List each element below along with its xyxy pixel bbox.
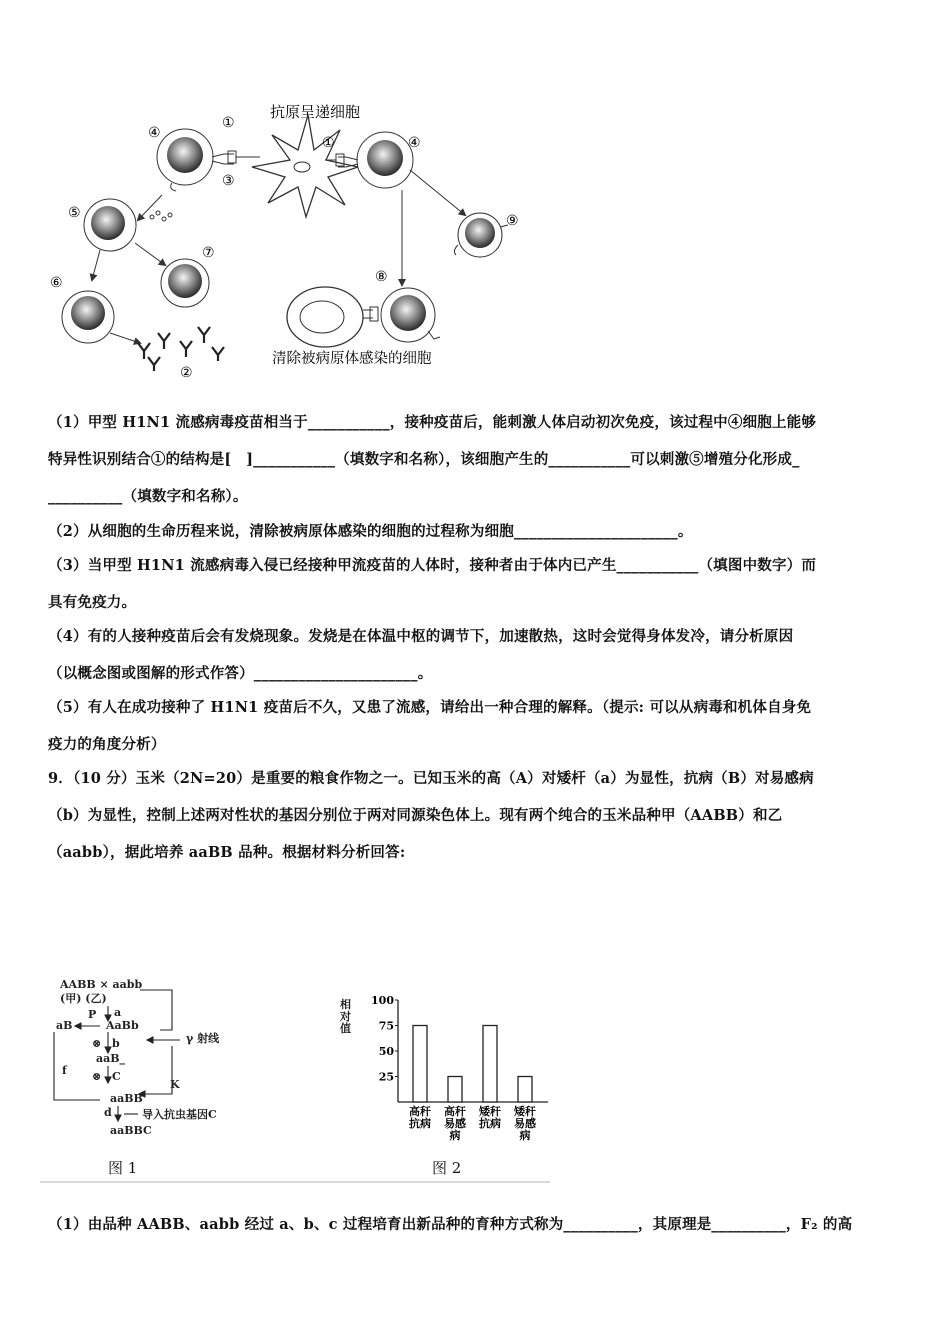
q3-line-2: 具有免疫力。	[48, 594, 137, 611]
cell-5	[84, 195, 172, 251]
gamma-ray-label: γ 射线	[186, 1032, 220, 1045]
q3-line-1: （3）当甲型 H1N1 流感病毒入侵已经接种甲流疫苗的人体时，接种者由于体内已产生___________（填图中数字）而	[48, 557, 817, 574]
ylabel-3: 值	[340, 1022, 351, 1035]
x-category-label: 高秆	[444, 1105, 466, 1118]
q9-1-line: （1）由品种 AABB、aabb 经过 a、b、c 过程培育出新品种的育种方式称为__________，其原理是__________，F₂ 的高	[48, 1216, 853, 1233]
y-tick-label: 25	[378, 1070, 394, 1084]
fig1-caption: 图 1	[108, 1159, 138, 1177]
x-category-label: 矮秆	[514, 1105, 536, 1118]
q1-line-3: __________（填数字和名称）。	[48, 488, 248, 505]
marker-8: ⑧	[375, 269, 388, 285]
marker-9: ⑨	[506, 213, 519, 229]
q9-line-3: （aabb），据此培养 aaBB 品种。根据材料分析回答:	[48, 844, 406, 861]
x-category-label: 抗病	[409, 1117, 431, 1130]
x-category-label: 病	[519, 1129, 531, 1142]
cell-4-left	[157, 129, 260, 191]
step-b: b	[112, 1037, 120, 1050]
y-tick-label: 75	[378, 1019, 394, 1033]
bar	[483, 1026, 497, 1103]
y-tick-label: 50	[378, 1045, 394, 1058]
q2-line: （2）从细胞的生命历程来说，清除被病原体感染的细胞的过程称为细胞______________________。	[48, 523, 693, 540]
x-category-label: 矮秆	[479, 1105, 501, 1118]
aabb-f1: AaBb	[106, 1019, 139, 1032]
cross-label: AABB × aabb	[60, 978, 143, 991]
apc-label: 抗原呈递细胞	[270, 103, 361, 121]
side-k: K	[170, 1078, 180, 1091]
immune-response-diagram	[40, 95, 540, 385]
selfing-symbol-1: ⊗	[92, 1037, 102, 1050]
side-f: f	[62, 1064, 67, 1077]
marker-5: ⑤	[68, 205, 81, 221]
step-d: d	[104, 1106, 112, 1119]
selfing-symbol-2: ⊗	[92, 1070, 102, 1083]
x-category-label: 易感	[444, 1117, 466, 1130]
aabbc-result: aaBBC	[110, 1124, 152, 1137]
bar	[413, 1026, 427, 1103]
ylabel-2: 对	[340, 1010, 351, 1023]
q1-line-2: 特异性识别结合①的结构是[ ]___________（填数字和名称），该细胞产生的___________可以刺激⑤增殖分化形成_	[48, 451, 800, 468]
p-label: P	[88, 1008, 97, 1021]
q9-line-1: 9．（10 分）玉米（2N=20）是重要的粮食作物之一。已知玉米的高（A）对矮杆（a）为显性，抗病（B）对易感病	[48, 770, 814, 787]
ab-gamete: aB	[56, 1019, 73, 1032]
marker-4-left: ④	[148, 125, 161, 141]
clear-label: 清除被病原体感染的细胞	[272, 351, 432, 367]
x-category-label: 病	[449, 1129, 461, 1142]
q1-line-1: （1）甲型 H1N1 流感病毒疫苗相当于___________，接种疫苗后，能刺激人体启动初次免疫，该过程中④细胞上能够	[48, 414, 817, 431]
aab-f2: aaB_	[96, 1052, 126, 1065]
x-category-label: 易感	[514, 1117, 536, 1130]
cell-4-right	[325, 132, 413, 188]
q5-line-2: 疫力的角度分析）	[48, 736, 166, 753]
bar	[518, 1077, 532, 1103]
ylabel-1: 相	[340, 998, 351, 1011]
q5-line-1: （5）有人在成功接种了 H1N1 疫苗后不久，又患了流感，请给出一种合理的解释。（提示: 可以从病毒和机体自身免	[48, 699, 812, 716]
marker-2: ②	[180, 365, 193, 381]
marker-4-right: ④	[408, 135, 421, 151]
bar	[448, 1077, 462, 1103]
bar-chart	[339, 994, 548, 1142]
breeding-figures	[40, 970, 550, 1185]
q4-line-1: （4）有的人接种疫苗后会有发烧现象。发烧是在体温中枢的调节下，加速散热，这时会觉得身体发冷，请分析原因	[48, 628, 794, 645]
marker-6: ⑥	[50, 275, 63, 291]
q9-line-2: （b）为显性，控制上述两对性状的基因分别位于两对同源染色体上。现有两个纯合的玉米品种甲（AABB）和乙	[48, 807, 783, 824]
marker-3: ③	[222, 173, 235, 189]
marker-1-left: ①	[222, 115, 235, 131]
x-category-label: 高秆	[409, 1105, 431, 1118]
y-tick-label: 100	[371, 994, 394, 1007]
fig2-caption: 图 2	[432, 1159, 462, 1177]
marker-7: ⑦	[202, 245, 215, 261]
parents-label: (甲) (乙)	[60, 992, 107, 1005]
insert-gene-label: 导入抗虫基因C	[142, 1108, 217, 1121]
aabb-result: aaBB	[110, 1092, 143, 1105]
step-a: a	[114, 1006, 122, 1019]
marker-1-right: ①	[322, 135, 335, 151]
q4-line-2: （以概念图或图解的形式作答）______________________。	[48, 665, 433, 682]
step-c: C	[112, 1070, 121, 1083]
x-category-label: 抗病	[479, 1117, 501, 1130]
